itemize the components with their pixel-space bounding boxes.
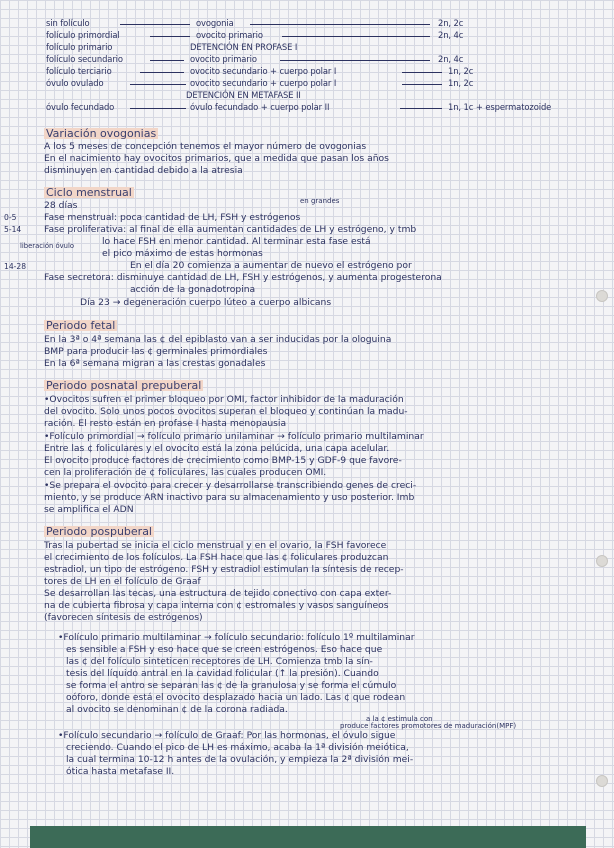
text-line: creciendo. Cuando el pico de LH es máximo, acaba la 1ª división meiótica, [66,742,409,753]
text-line: la cual termina 10-12 h antes de la ovulación, y empieza la 2ª división mei- [66,754,414,765]
stage-ploidy: 2n, 4c [438,54,464,64]
binder-hole [596,555,608,567]
text-line: el crecimiento de los folículos. La FSH hace que las ¢ foliculares produzcan [44,552,389,563]
stage-ploidy: 2n, 2c [438,18,464,28]
text-line: lo hace FSH en menor cantidad. Al terminar esta fase está [102,236,371,247]
text-line: En la 6ª semana migran a las crestas gonadales [44,358,266,369]
text-line: tesis del líquido antral en la cavidad folicular (↑ la presión). Cuando [66,668,379,679]
stage-oocyte: ovocito secundario + cuerpo polar I [190,66,337,76]
text-line: miento, y se produce ARN inactivo para su almacenamiento y uso posterior. Imb [44,492,415,503]
stage-cell: folículo secundario [46,54,123,64]
text-line: acción de la gonadotropina [130,284,256,295]
stage-cell: folículo primordial [46,30,120,40]
stage-ploidy: 1n, 2c [448,78,474,88]
text-line: tores de LH en el folículo de Graaf [44,576,201,587]
text-line: 28 días [44,200,78,211]
text-line: Fase secretora: disminuye cantidad de LH, FSH y estrógenos, y aumenta progesterona [44,272,442,283]
text-line: •Ovocitos sufren el primer bloqueo por OMI, factor inhibidor de la maduración [44,394,404,405]
section-title: Periodo pospuberal [46,525,152,538]
text-line: se forma el antro se separan las ¢ de la granulosa y se forma el cúmulo [66,680,397,691]
text-line: el pico máximo de estas hormonas [102,248,263,259]
text-line: na de cubierta fibrosa y capa interna con ¢ estromales y vasos sanguíneos [44,600,389,611]
text-line: al ovocito se denominan ¢ de la corona radiada. [66,704,288,715]
text-line: El ovocito produce factores de crecimiento como BMP-15 y GDF-9 que favore- [44,455,402,466]
text-line: •Folículo primordial → folículo primario unilaminar → folículo primario multilaminar [44,431,424,442]
text-line: Se desarrollan las tecas, una estructura de tejido conectivo con capa exter- [44,588,392,599]
text-line: •Folículo primario multilaminar → folículo secundario: folículo 1º multilaminar [58,632,415,643]
text-line: (favorecen síntesis de estrógenos) [44,612,203,623]
stage-cell: folículo primario [46,42,113,52]
text-line: ración. El resto están en profase I hasta menopausia [44,418,287,429]
stage-oocyte: DETENCIÓN EN METAFASE II [186,90,301,100]
text-line: Entre las ¢ foliculares y el ovocito está la zona pelúcida, una capa acelular. [44,443,390,454]
text-line: estradiol, un tipo de estrógeno. FSH y estradiol estimulan la síntesis de recep- [44,564,404,575]
stage-oocyte: DETENCIÓN EN PROFASE I [190,42,298,52]
text-line: Fase menstrual: poca cantidad de LH, FSH y estrógenos [44,212,301,223]
text-line: Día 23 → degeneración cuerpo lúteo a cuerpo albicans [80,297,332,308]
section-title: Periodo posnatal prepuberal [46,379,202,392]
footer-bar [30,826,586,848]
text-line: En el nacimiento hay ovocitos primarios, que a medida que pasan los años [44,153,389,164]
margin-note: 0-5 [4,213,17,222]
note: produce factores promotores de maduración(MPF) [340,722,517,730]
margin-note: 14-28 [4,262,27,271]
section-title: Ciclo menstrual [46,186,132,199]
text-line: En el día 20 comienza a aumentar de nuevo el estrógeno por [130,260,412,271]
section-title: Variación ovogonias [46,127,157,140]
text-line: Fase proliferativa: al final de ella aumentan cantidades de LH y estrógeno, y tmb [44,224,417,235]
text-line: se amplifica el ADN [44,504,134,515]
text-line: es sensible a FSH y eso hace que se creen estrógenos. Eso hace que [66,644,383,655]
text-line: •Se prepara el ovocito para crecer y desarrollarse transcribiendo genes de creci- [44,480,417,491]
stage-oocyte: ovogonia [196,18,234,28]
note: en grandes [300,197,340,205]
text-line: BMP para producir las ¢ germinales primordiales [44,346,268,357]
text-line: cen la proliferación de ¢ foliculares, las cuales producen OMI. [44,467,327,478]
stage-ploidy: 2n, 4c [438,30,464,40]
binder-hole [596,290,608,302]
text-line: disminuyen en cantidad debido a la atresia [44,165,243,176]
text-line: A los 5 meses de concepción tenemos el mayor número de ovogonias [44,141,367,152]
stage-cell: sin folículo [46,18,90,28]
stage-oocyte: ovocito primario [196,30,263,40]
stage-ploidy: 1n, 1c + espermatozoide [448,102,552,112]
text-line: las ¢ del folículo sinteticen receptores de LH. Comienza tmb la sín- [66,656,373,667]
text-line: En la 3ª o 4ª semana las ¢ del epiblasto van a ser inducidas por la ologuina [44,334,392,345]
stage-cell: óvulo ovulado [46,78,104,88]
stage-cell: folículo terciario [46,66,112,76]
text-line: ótica hasta metafase II. [66,766,175,777]
note: a la ¢ estimula con [366,715,433,723]
text-line: oóforo, donde está el ovocito desplazado hacia un lado. Las ¢ que rodean [66,692,406,703]
text-line: del ovocito. Solo unos pocos ovocitos superan el bloqueo y continúan la madu- [44,406,408,417]
stage-cell: óvulo fecundado [46,102,115,112]
stage-ploidy: 1n, 2c [448,66,474,76]
stage-oocyte: óvulo fecundado + cuerpo polar II [190,102,330,112]
stage-oocyte: ovocito secundario + cuerpo polar I [190,78,337,88]
binder-hole [596,775,608,787]
margin-note: 5-14 [4,225,22,234]
text-line: •Folículo secundario → folículo de Graaf: Por las hormonas, el óvulo sigue [58,730,396,741]
text-line: Tras la pubertad se inicia el ciclo menstrual y en el ovario, la FSH favorece [44,540,387,551]
stage-oocyte: ovocito primario [190,54,257,64]
margin-note: liberación óvulo [20,242,75,250]
section-title: Periodo fetal [46,319,116,332]
